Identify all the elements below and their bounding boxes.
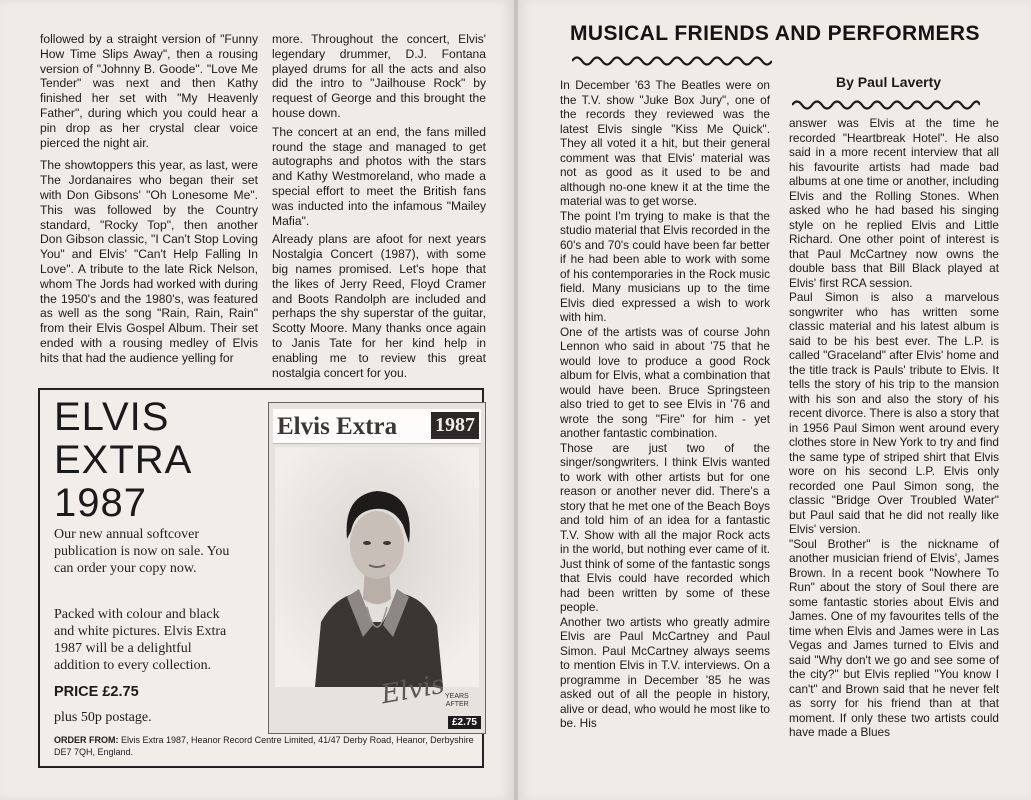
paragraph: One of the artists was of course John Lennon who said in about '75 that he would love to produce a good Rock album for Elvis, what a combination that would have been. Bruce Springsteen also tried to get to see Elvis in '76 and wrote the song "Fire" for him - yet another fantastic combination. xyxy=(560,324,770,440)
ad-title-line: ELVIS xyxy=(54,395,170,439)
ad-postage: plus 50p postage. xyxy=(54,710,152,725)
order-text: Elvis Extra 1987, Heanor Record Centre Limited, 41/47 Derby Road, Heanor, Derbyshire DE7 7QH, England. xyxy=(54,735,474,757)
elvis-portrait-image xyxy=(275,447,479,687)
right-column-2 xyxy=(789,116,999,740)
right-column-1 xyxy=(560,78,770,731)
decorative-squiggle-divider xyxy=(792,100,980,110)
ad-features: Packed with colour and black and white pictures. Elvis Extra 1987 will be a delightful addition to every collection. xyxy=(54,607,227,673)
paragraph: In December '63 The Beatles were on the T.V. show "Juke Box Jury", one of the records they reviewed was the latest Elvis single "Kiss Me Quick". They all voted it a hit, but their general comment was that Elvis' material was not as good as it used to be and although no-one knew it at the time the material was to get worse. xyxy=(560,78,770,208)
cover-price-tag: £2.75 xyxy=(448,716,481,729)
ad-description: Our new annual softcover publication is now on sale. You can order your copy now. xyxy=(54,527,230,576)
years-label: YEARS xyxy=(445,693,469,700)
elvis-extra-advertisement xyxy=(38,388,484,768)
cover-title: Elvis Extra xyxy=(277,413,398,440)
years-after-label xyxy=(445,693,469,709)
cover-year: 1987 xyxy=(431,412,479,439)
paragraph: The concert at an end, the fans milled round the stage and managed to get autographs and photos with the stars and Kathy Westmoreland, who made a special effort to meet the British fans was inducted into the infamous "Mailey Mafia". xyxy=(272,124,486,228)
magazine-cover-image xyxy=(268,402,486,734)
author-byline: By Paul Laverty xyxy=(836,74,942,90)
ad-order-address xyxy=(54,735,474,758)
paragraph: Paul Simon is also a marvelous songwriter who has written some classic material and his latest album is said to be his best ever. The L.P. is called "Graceland" after Elvis' home and the title track is Pauls' tribute to Elvis. It tells the story of his trip to the mansion with his son and also the story of his recent divorce. There is also a story that in 1956 Paul Simon went around every clothes store in New York to try and find the same type of striped shirt that Elvis wore on his second L.P. Elvis only recorded one Paul Simon song, the classic "Bridge Over Troubled Water" but Paul said that he did not really like Elvis' version. xyxy=(789,290,999,536)
left-column-2 xyxy=(272,32,486,384)
ad-title xyxy=(54,396,192,525)
ad-title-line: EXTRA xyxy=(54,438,193,482)
paragraph: more. Throughout the concert, Elvis' legendary drummer, D.J. Fontana played drums for all the acts and also did the intro to "Jailhouse Rock" by request of George and this brought the house down. xyxy=(272,32,486,120)
paragraph: "Soul Brother" is the nickname of another musician friend of Elvis', James Brown. In a recent book "Nowhere To Run" about the story of Soul there are some fantastic stories about Elvis and James. One of my favourites tells of the time when Elvis and James were in Las Vegas and James turned to Elvis and said "Why don't we go and see some of the city?" but Elvis replied "You know I can't" and Brown said that he never felt as sorry for his friend than at that moment. If only these two artists could have made a Blues xyxy=(789,536,999,739)
article-heading: MUSICAL FRIENDS AND PERFORMERS xyxy=(570,22,980,45)
left-column-1 xyxy=(40,32,258,370)
cover-title-band xyxy=(273,409,481,444)
ad-price: PRICE £2.75 xyxy=(54,684,139,700)
paragraph: The showtoppers this year, as last, were The Jordanaires who began their set with Don Gibsons' "Oh Lonesome Me". This was followed by the Country standard, "Rocky Top", then another Don Gibson classic, "I Can't Stop Loving You" and Elvis' "Can't Help Falling In Love". A tribute to the late Rick Nelson, whom The Jords had worked with during the 1950's and the 1980's, was featured as well as the song "Rain, Rain, Rain" from their Elvis Gospel Album. Their set ended with a rousing medley of Elvis hits that had the audience yelling for xyxy=(40,158,258,365)
paragraph: answer was Elvis at the time he recorded "Heartbreak Hotel". He also said in a more recent interview that all his favourite artists had made bad albums at one time or another, including Elvis and the Rolling Stones. When asked who he had based his singing style on he replied Elvis and Little Richard. One other point of interest is that Paul McCartney now owns the double bass that Bill Black played at Elvis' first RCA session. xyxy=(789,116,999,290)
decorative-squiggle-divider xyxy=(572,56,772,66)
ad-title-line: 1987 xyxy=(54,481,147,525)
after-label: AFTER xyxy=(445,701,469,708)
paragraph: The point I'm trying to make is that the studio material that Elvis recorded in the 60's and 70's could have been far better if he had been able to work with some of his contemporaries in the Rock music field. Many musicians up to the time Elvis died expressed a wish to work with him. xyxy=(560,208,770,324)
order-label: ORDER FROM: xyxy=(54,735,119,745)
paragraph: Already plans are afoot for next years Nostalgia Concert (1987), with some big names promised. Let's hope that the likes of Jerry Reed, Floyd Cramer and Boots Randolph are included and perhaps the shy superstar of the guitar, Scotty Moore. Many thanks once again to Janis Tate for her kind help in enabling me to review this great nostalgia concert for you. xyxy=(272,232,486,380)
paragraph: Those are just two of the singer/songwriters. I think Elvis wanted to work with other artists but for one reason or another never did. There's a story that he met one of the Beach Boys and told him of an idea for a fantastic T.V. Show with all the major Rock acts in the world, but nothing ever came of it. Just think of some of the fantastic songs that Elvis could have recorded which had been written by some of these people. xyxy=(560,440,770,614)
paragraph: followed by a straight version of "Funny How Time Slips Away", then a rousing version of "Johnny B. Goode". "Love Me Tender" was next and then Kathy finished her set with "My Heavenly Father", during which you could hear a pin drop as her crystal clear voice pierced the night air. xyxy=(40,32,258,150)
paragraph: Another two artists who greatly admire Elvis are Paul McCartney and Paul Simon. Paul McCartney always seems to mention Elvis in T.V. interviews. On a programme in December '85 he was asked out of all the people in history, alive or dead, who would he most like to be. His xyxy=(560,614,770,730)
elvis-signature: Elvis xyxy=(378,669,447,711)
